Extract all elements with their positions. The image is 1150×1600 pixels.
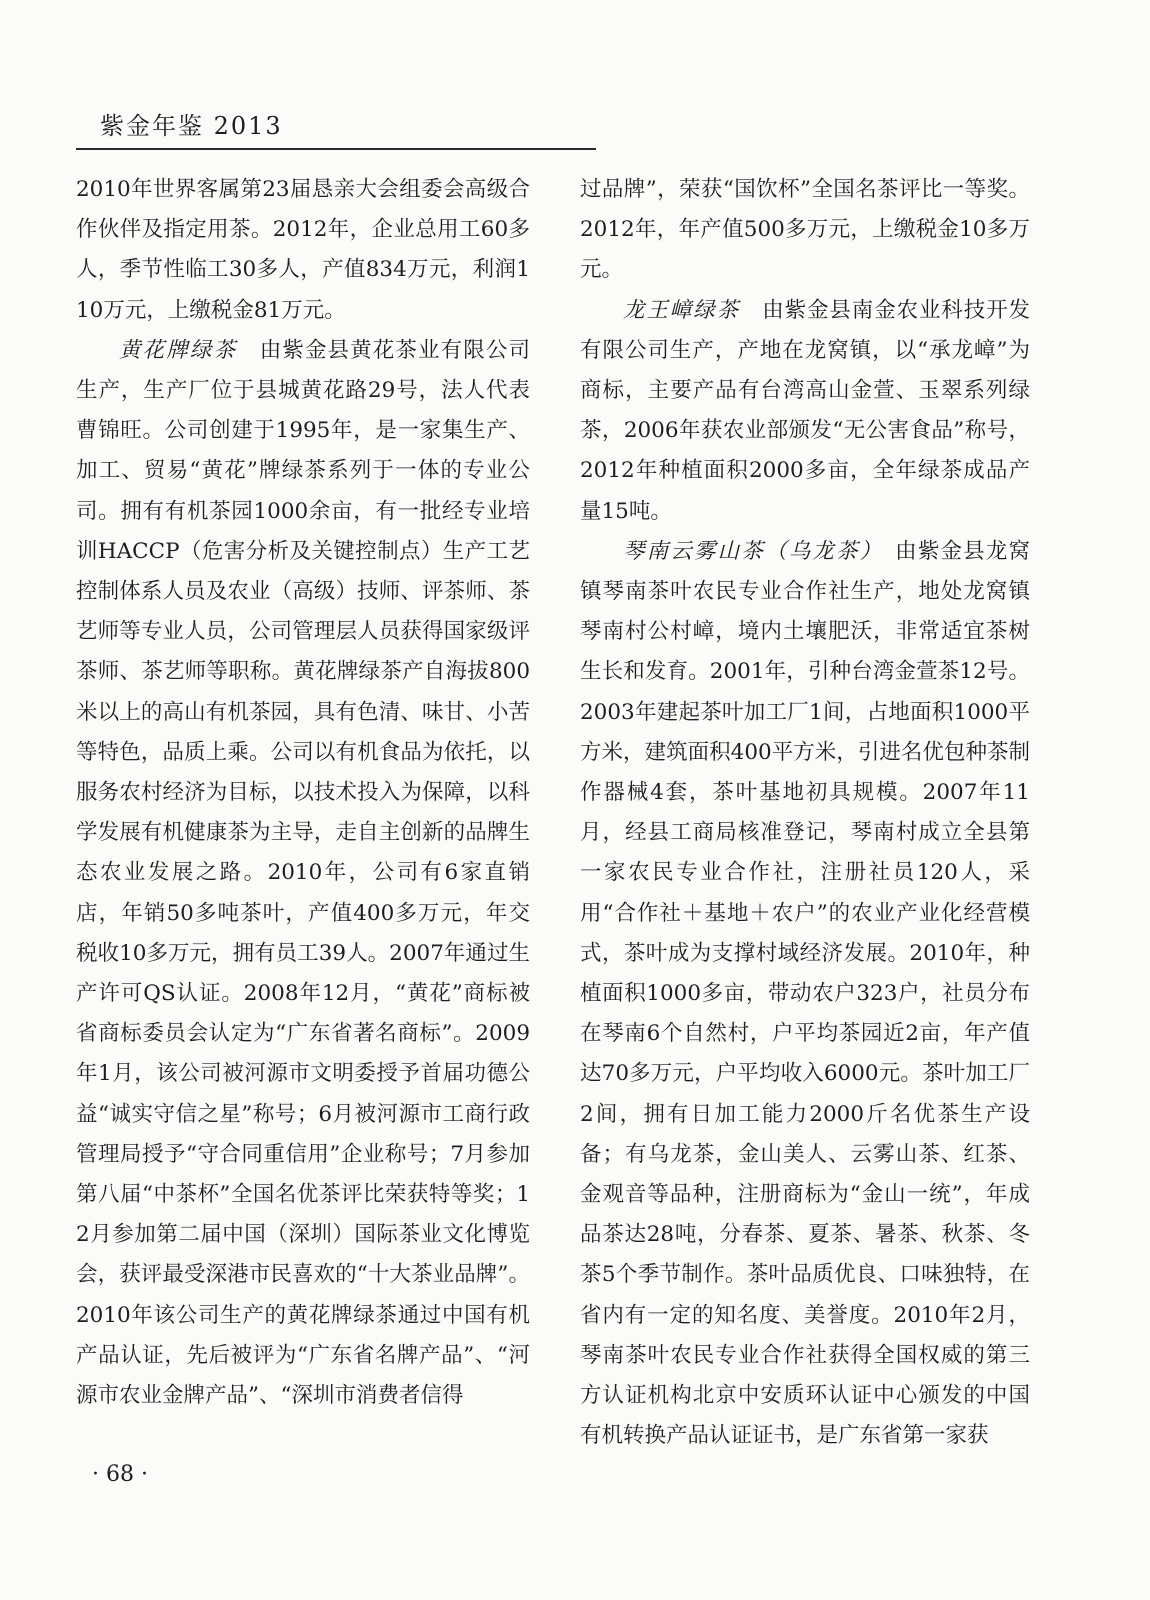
entry-body-huanghua: 由紫金县黄花茶业有限公司生产，生产厂位于县城黄花路29号，法人代表曹锦旺。公司创建于1995年，是一家集生产、加工、贸易“黄花”牌绿茶系列于一体的专业公司。拥有有机茶园1000余亩，有一批经专业培训HACCP（危害分析及关键控制点）生产工艺控制体系人员及农业（高级）技师、评茶师、茶艺师等专业人员，公司管理层人员获得国家级评茶师、茶艺师等职称。黄花牌绿茶产自海拔800米以上的高山有机茶园，具有色清、味甘、小苦等特色，品质上乘。公司以有机食品为依托，以服务农村经济为目标，以技术投入为保障，以科学发展有机健康茶为主导，走自主创新的品牌生态农业发展之路。2010年，公司有6家直销店，年销50多吨茶叶，产值400多万元，年交税收10多万元，拥有员工39人。2007年通过生产许可QS认证。2008年12月，“黄花”商标被省商标委员会认定为“广东省著名商标”。2009年1月，该公司被河源市文明委授予首届功德公益“诚实守信之星”称号；6月被河源市工商行政管理局授予“守合同重信用”企业称号；7月参加第八届“中茶杯”全国名优茶评比荣获特等奖；12月参加第二届中国（深圳）国际茶业文化博览会，获评最受深港市民喜欢的“十大茶业品牌”。2010年该公司生产的黄花牌绿茶通过中国有机产品认证，先后被评为“广东省名牌产品”、“河源市农业金牌产品”、“深圳市消费者信得	[76, 337, 530, 1409]
right-column	[580, 170, 1030, 1457]
entry-title-longwangzhang: 龙王嶂绿茶	[623, 297, 740, 323]
paragraph-huanghua-tea	[76, 331, 530, 1416]
paragraph-qinnan-tea	[580, 532, 1030, 1457]
paragraph-longwangzhang-tea	[580, 291, 1030, 532]
left-column	[76, 170, 530, 1416]
paragraph-continued-right: 过品牌”，荣获“国饮杯”全国名茶评比一等奖。2012年，年产值500多万元，上缴税金10多万元。	[580, 177, 1030, 283]
running-header: 紫金年鉴 2013	[100, 112, 283, 140]
paragraph-continued: 2010年世界客属第23届恳亲大会组委会高级合作伙伴及指定用茶。2012年，企业总用工60多人，季节性临工30多人，产值834万元，利润110万元，上缴税金81万元。	[76, 177, 530, 323]
entry-body-longwangzhang: 由紫金县南金农业科技开发有限公司生产，产地在龙窝镇，以“承龙嶂”为商标，主要产品有台湾高山金萱、玉翠系列绿茶，2006年获农业部颁发“无公害食品”称号，2012年种植面积2000多亩，全年绿茶成品产量15吨。	[580, 297, 1030, 524]
header-rule	[76, 148, 596, 150]
entry-title-huanghua: 黄花牌绿茶	[119, 337, 238, 363]
page-number: · 68 ·	[92, 1462, 148, 1487]
entry-body-qinnan: 由紫金县龙窝镇琴南茶叶农民专业合作社生产，地处龙窝镇琴南村公村嶂，境内土壤肥沃，非常适宜茶树生长和发育。2001年，引种台湾金萱茶12号。2003年建起茶叶加工厂1间，占地面积1000平方米，建筑面积400平方米，引进名优包种茶制作器械4套，茶叶基地初具规模。2007年11月，经县工商局核准登记，琴南村成立全县第一家农民专业合作社，注册社员120人，采用“合作社＋基地＋农户”的农业产业化经营模式，茶叶成为支撑村域经济发展。2010年，种植面积1000多亩，带动农户323户，社员分布在琴南6个自然村，户平均茶园近2亩，年产值达70多万元，户平均收入6000元。茶叶加工厂2间，拥有日加工能力2000斤名优茶生产设备；有乌龙茶，金山美人、云雾山茶、红茶、金观音等品种，注册商标为“金山一统”，年成品茶达28吨，分春茶、夏茶、暑茶、秋茶、冬茶5个季节制作。茶叶品质优良、口味独特，在省内有一定的知名度、美誉度。2010年2月，琴南茶叶农民专业合作社获得全国权威的第三方认证机构北京中安质环认证中心颁发的中国有机转换产品认证证书，是广东省第一家获	[580, 538, 1030, 1449]
entry-title-qinnan: 琴南云雾山茶（乌龙茶）	[623, 538, 873, 564]
